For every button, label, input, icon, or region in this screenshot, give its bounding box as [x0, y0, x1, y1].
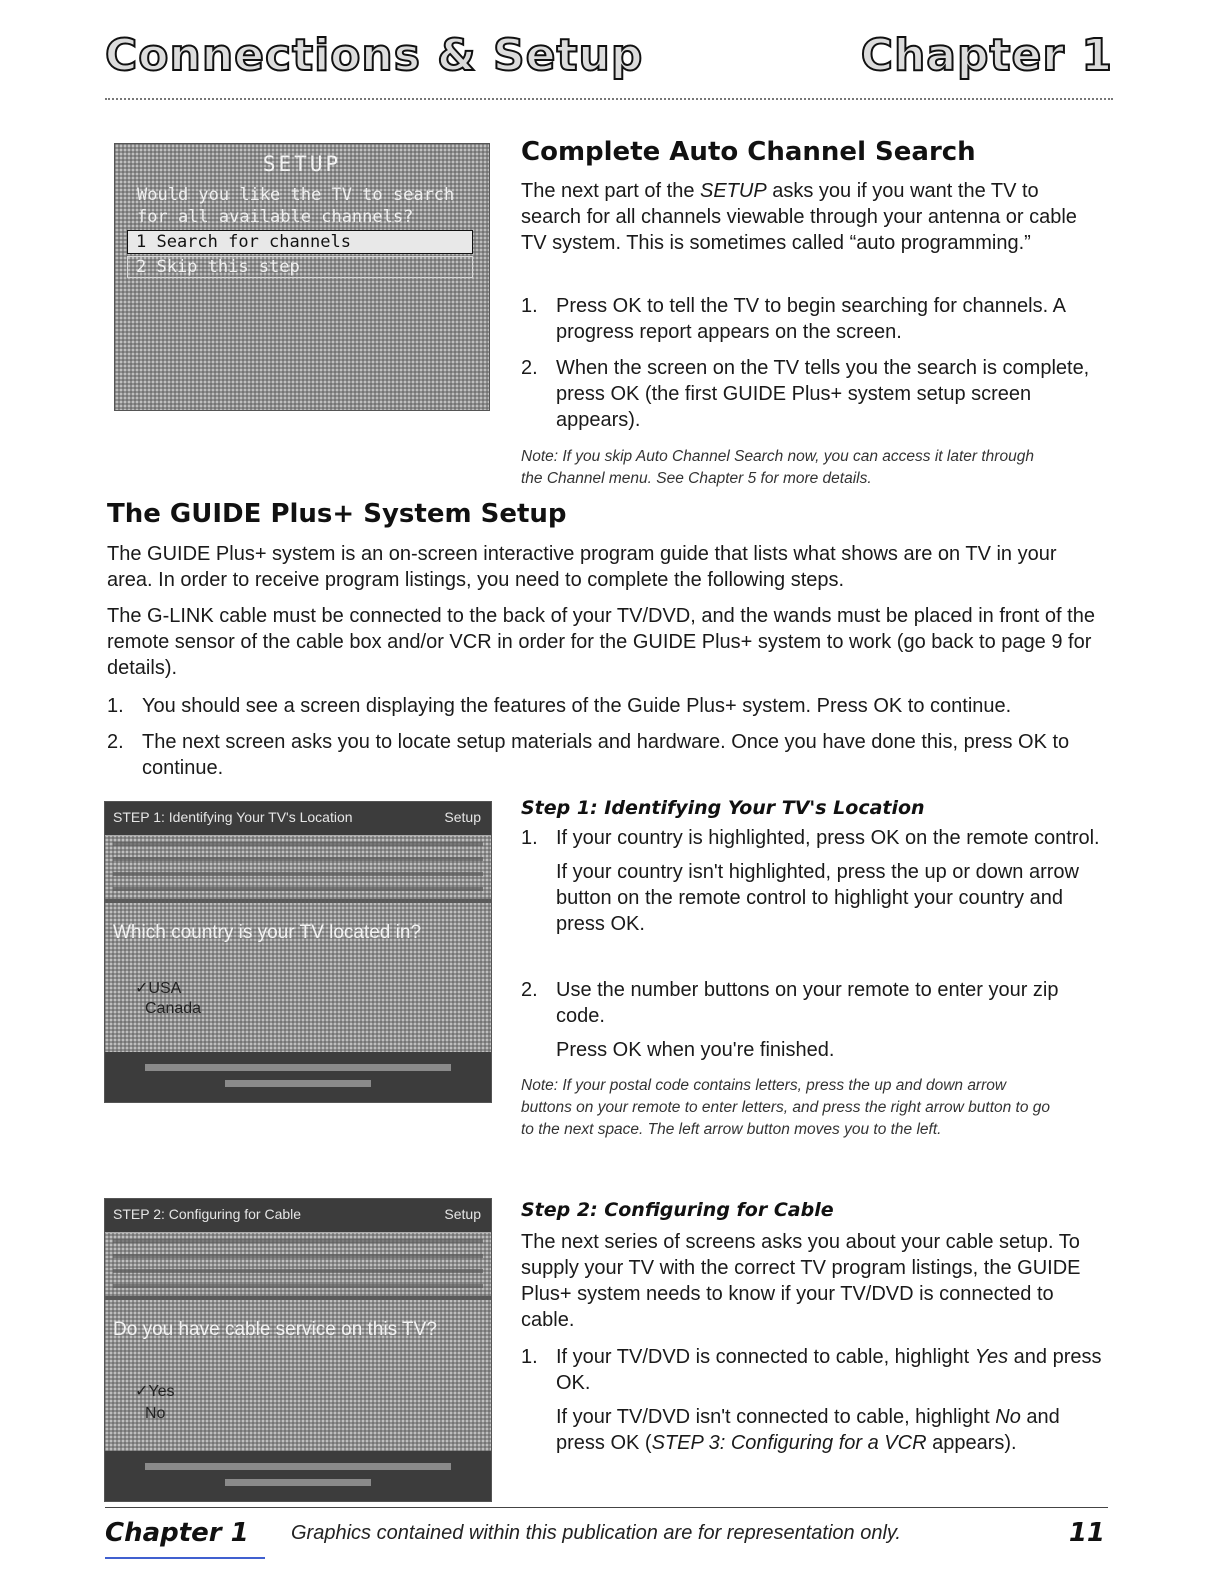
location-option-canada: Canada [145, 1000, 202, 1017]
setup-screen-title: SETUP [262, 152, 342, 176]
step1-item-2: 2. Use the number buttons on your remote to enter your zip code. Press OK when you're finished. [521, 979, 1059, 1061]
footer-chapter: Chapter 1 [105, 1518, 249, 1548]
cable-screen-separator [105, 1296, 491, 1300]
location-screen-footer [105, 1052, 491, 1102]
page-number: 11 [1068, 1518, 1105, 1548]
location-screen-question: Which country is your TV located in? [113, 922, 422, 943]
step1-heading: Step 1: Identifying Your TV's Location [521, 797, 925, 819]
auto-search-step-2: 2. When the screen on the TV tells you the search is complete, press OK (the first GUIDE Plus+ system setup screen appears). [521, 357, 1090, 431]
auto-search-step-1: 1. Press OK to tell the TV to begin searching for channels. A progress report appears on the screen. [521, 295, 1065, 343]
cable-screen-setup-label: Setup [444, 1206, 481, 1222]
glink-paragraph: The G-LINK cable must be connected to the back of your TV/DVD, and the wands must be placed in front of the remote sensor of the cable box and/or VCR in order for the GUIDE Plus+ system to work (go back to page 9 for details). [107, 605, 1095, 679]
location-option-usa: ✓USA [135, 980, 182, 997]
step2-item-1: 1. If your TV/DVD is connected to cable, highlight Yes and press OK. If your TV/DVD isn't connected to cable, highlight No and press OK (STEP 3: Configuring for a VCR appears). [521, 1346, 1102, 1454]
location-screen-description [113, 842, 483, 894]
setup-option-skip: 2 Skip this step [127, 256, 473, 278]
step2-intro: The next series of screens asks you about your cable setup. To supply your TV with the correct TV program listings, the GUIDE Plus+ system needs to know if your TV/DVD is connected to cable. [521, 1231, 1081, 1331]
auto-search-intro: The next part of the SETUP asks you if you want the TV to search for all channels viewable through your antenna or cable TV system. This is sometimes called “auto programming.” [521, 180, 1077, 254]
footer-divider [105, 1507, 1108, 1508]
cable-option-yes: ✓Yes [135, 1383, 175, 1400]
guide-intro-paragraph: The GUIDE Plus+ system is an on-screen interactive program guide that lists what shows are on TV in your area. In order to receive program listings, you need to complete the following steps. [107, 543, 1057, 591]
location-screen-title-bar [105, 802, 491, 836]
step1-item-1: 1. If your country is highlighted, press OK on the remote control. If your country isn't highlighted, press the up or down arrow button on the remote control to highlight your country and press OK. [521, 827, 1100, 935]
location-screen-image [104, 801, 492, 1103]
cable-screen-title-bar [105, 1199, 491, 1233]
footer-underline [105, 1557, 265, 1559]
location-screen-title: STEP 1: Identifying Your TV's Location [113, 809, 353, 825]
location-screen-setup-label: Setup [444, 809, 481, 825]
setup-option-search: 1 Search for channels [127, 230, 473, 254]
step1-note: Note: If your postal code contains letters, press the up and down arrow buttons on your remote to enter letters, and press the right arrow button to go to the next space. The left arrow button moves you to the left. [521, 1077, 1051, 1138]
header-divider [105, 98, 1113, 100]
location-screen-separator [105, 899, 491, 903]
cable-option-no: No [145, 1405, 166, 1422]
guide-setup-heading: The GUIDE Plus+ System Setup [107, 499, 567, 529]
auto-search-heading: Complete Auto Channel Search [521, 137, 976, 167]
guide-step-1: 1. You should see a screen displaying the features of the Guide Plus+ system. Press OK to continue. [107, 695, 1012, 717]
cable-screen-image [104, 1198, 492, 1502]
footer-disclaimer: Graphics contained within this publication are for representation only. [291, 1522, 901, 1544]
setup-screen-question: Would you like the TV to search for all available channels? [137, 185, 455, 227]
chapter-section-title: Connections & Setup [105, 30, 644, 81]
cable-screen-description [113, 1239, 483, 1291]
cable-screen-question: Do you have cable service on this TV? [113, 1319, 437, 1340]
guide-step-2: 2. The next screen asks you to locate setup materials and hardware. Once you have done this, press OK to continue. [107, 731, 1070, 779]
auto-search-note: Note: If you skip Auto Channel Search now, you can access it later through the Channel menu. See Chapter 5 for more details. [521, 448, 1034, 487]
cable-screen-title: STEP 2: Configuring for Cable [113, 1206, 302, 1222]
step2-heading: Step 2: Configuring for Cable [521, 1199, 834, 1221]
setup-screen-image [114, 143, 490, 411]
cable-screen-footer [105, 1451, 491, 1501]
chapter-title: Chapter 1 [860, 30, 1113, 81]
